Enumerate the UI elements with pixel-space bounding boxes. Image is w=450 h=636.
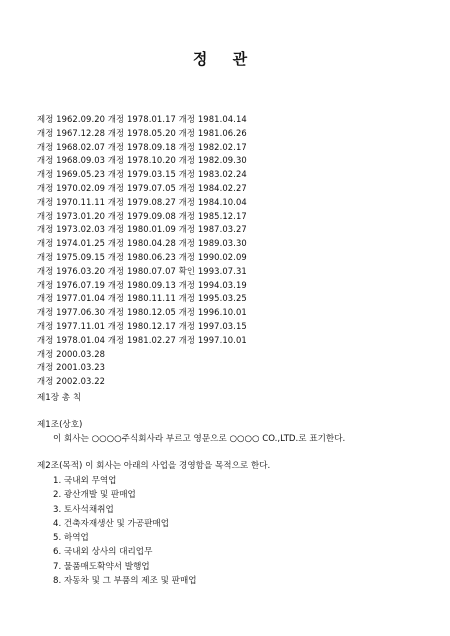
document-title: 정 관 [192, 50, 258, 68]
list-item: 3. 토사석채취업 [53, 504, 114, 515]
list-item: 4. 건축자재생산 및 가공판매업 [53, 518, 170, 529]
revision-history-line: 개정 1967.12.28 개정 1978.05.20 개정 1981.06.26 [37, 127, 247, 138]
revision-history-line: 개정 1978.01.04 개정 1981.02.27 개정 1997.10.01 [37, 334, 247, 345]
revision-history-line: 개정 2000.03.28 [37, 348, 106, 359]
article-1-heading: 제1조(상호) [37, 420, 83, 430]
chapter-heading: 제1장 총 칙 [37, 393, 82, 403]
article-1-body: 이 회사는 ○○○○주식회사라 부르고 영문으로 ○○○○ CO.,LTD.로 표기한다. [53, 434, 346, 444]
revision-history-line: 개정 1970.02.09 개정 1979.07.05 개정 1984.02.27 [37, 182, 247, 193]
list-item: 7. 물품매도확약서 발행업 [53, 561, 150, 572]
revision-history-line: 개정 1975.09.15 개정 1980.06.23 개정 1990.02.09 [37, 251, 247, 262]
revision-history-line: 개정 1973.01.20 개정 1979.09.08 개정 1985.12.17 [37, 210, 247, 221]
list-item: 2. 광산개발 및 판매업 [53, 490, 136, 501]
article-2-heading: 제2조(목적) 이 회사는 아래의 사업을 경영함을 목적으로 한다. [37, 461, 271, 471]
revision-history-line: 개정 1970.11.11 개정 1979.08.27 개정 1984.10.04 [37, 196, 247, 207]
revision-history-line: 제정 1962.09.20 개정 1978.01.17 개정 1981.04.14 [37, 114, 247, 124]
revision-history-line: 개정 1968.09.03 개정 1978.10.20 개정 1982.09.30 [37, 155, 247, 166]
revision-history-line: 개정 1976.03.20 개정 1980.07.07 확인 1993.07.31 [37, 265, 247, 276]
revision-history-line: 개정 2001.03.23 [37, 362, 106, 373]
revision-history-line: 개정 1973.02.03 개정 1980.01.09 개정 1987.03.27 [37, 224, 247, 235]
revision-history-line: 개정 1977.11.01 개정 1980.12.17 개정 1997.03.15 [37, 320, 247, 331]
business-purpose-list [53, 474, 197, 588]
revision-history-line: 개정 1977.01.04 개정 1980.11.11 개정 1995.03.25 [37, 293, 247, 304]
list-item: 5. 하역업 [53, 533, 89, 544]
list-item: 8. 자동차 및 그 부품의 제조 및 판매업 [53, 576, 197, 587]
revision-history [37, 113, 437, 389]
revision-history-line: 개정 1969.05.23 개정 1979.03.15 개정 1983.02.24 [37, 169, 247, 180]
revision-history-line: 개정 1968.02.07 개정 1978.09.18 개정 1982.02.17 [37, 141, 247, 152]
list-item: 6. 국내외 상사의 대리업무 [53, 547, 153, 558]
revision-history-line: 개정 2002.03.22 [37, 376, 106, 387]
revision-history-line: 개정 1974.01.25 개정 1980.04.28 개정 1989.03.30 [37, 238, 247, 249]
revision-history-line: 개정 1977.06.30 개정 1980.12.05 개정 1996.10.01 [37, 307, 247, 318]
list-item: 1. 국내외 무역업 [53, 476, 117, 486]
revision-history-line: 개정 1976.07.19 개정 1980.09.13 개정 1994.03.19 [37, 279, 247, 290]
